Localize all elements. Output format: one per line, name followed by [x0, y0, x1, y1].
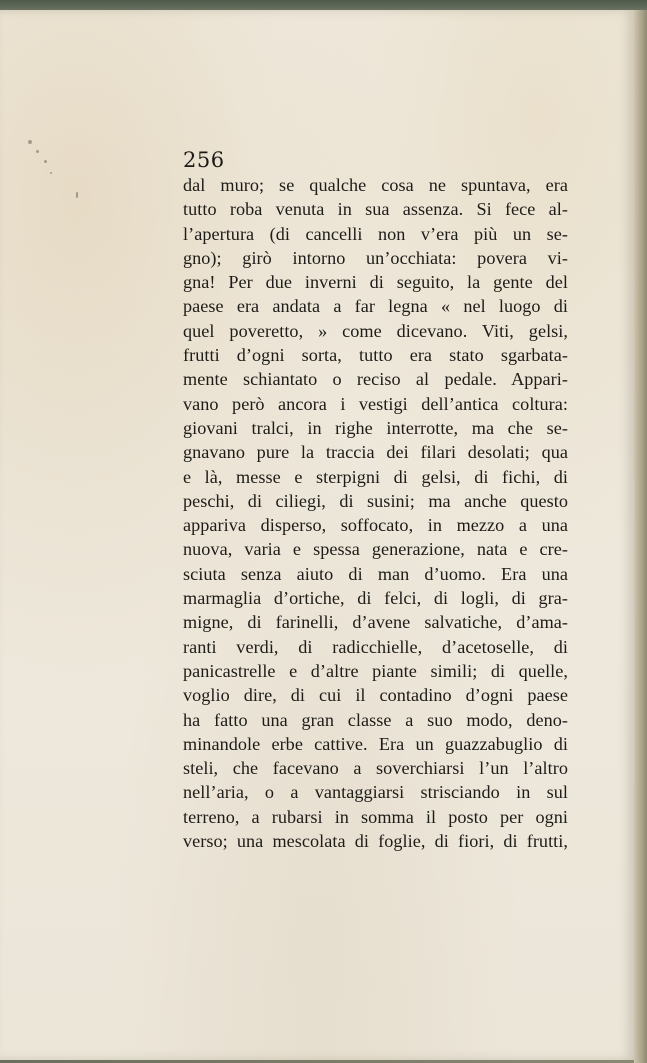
paper-speck [28, 140, 32, 144]
text-line: gno); girò intorno un’occhiata: povera vi- [183, 247, 568, 268]
text-line: nell’aria, o a vantaggiarsi strisciando in sul [183, 782, 568, 803]
text-line: ranti verdi, di radicchielle, d’acetoselle, di [183, 636, 568, 657]
text-line: quel poveretto, » come dicevano. Viti, gelsi, [183, 320, 568, 341]
text-line: peschi, di ciliegi, di susini; ma anche questo [183, 490, 568, 511]
text-line: tutto roba venuta in sua assenza. Si fece al- [183, 199, 568, 220]
text-line: l’apertura (di cancelli non v’era più un se- [183, 223, 568, 244]
paper-speck [50, 172, 52, 174]
page-number: 256 [183, 148, 225, 172]
text-line: sciuta senza aiuto di man d’uomo. Era una [183, 563, 568, 584]
text-line: voglio dire, di cui il contadino d’ogni paese [183, 685, 568, 706]
text-line: marmaglia d’ortiche, di felci, di logli, di gra- [183, 588, 568, 609]
paper-speck [36, 150, 39, 153]
paper-speck [76, 192, 78, 198]
text-line: mente schiantato o reciso al pedale. Appari- [183, 369, 568, 390]
text-line: vano però ancora i vestigi dell’antica coltura: [183, 393, 568, 414]
text-line: ha fatto una gran classe a suo modo, deno- [183, 709, 568, 730]
book-page-edge [634, 10, 647, 1063]
text-line: e là, messe e sterpigni di gelsi, di fichi, di [183, 466, 568, 487]
text-line: verso; una mescolata di foglie, di fiori, di frutti, [183, 831, 568, 852]
text-line: migne, di farinelli, d’avene salvatiche, d’ama- [183, 612, 568, 633]
text-line: panicastrelle e d’altre piante simili; di quelle, [183, 660, 568, 681]
text-line: paese era andata a far legna « nel luogo di [183, 296, 568, 317]
paper-speck [44, 160, 47, 163]
text-line: gnavano pure la traccia dei filari desolati; qua [183, 442, 568, 463]
text-line: giovani tralci, in righe interrotte, ma che se- [183, 417, 568, 438]
body-text [183, 173, 568, 853]
text-line: steli, che facevano a soverchiarsi l’un l’altro [183, 758, 568, 779]
text-line: gna! Per due inverni di seguito, la gente del [183, 272, 568, 293]
text-line: minandole erbe cattive. Era un guazzabuglio di [183, 733, 568, 754]
text-line: terreno, a rubarsi in somma il posto per ogni [183, 806, 568, 827]
text-line: dal muro; se qualche cosa ne spuntava, era [183, 175, 568, 195]
text-line: nuova, varia e spessa generazione, nata e cre- [183, 539, 568, 560]
text-line: appariva disperso, soffocato, in mezzo a una [183, 515, 568, 536]
text-line: frutti d’ogni sorta, tutto era stato sgarbata- [183, 345, 568, 366]
